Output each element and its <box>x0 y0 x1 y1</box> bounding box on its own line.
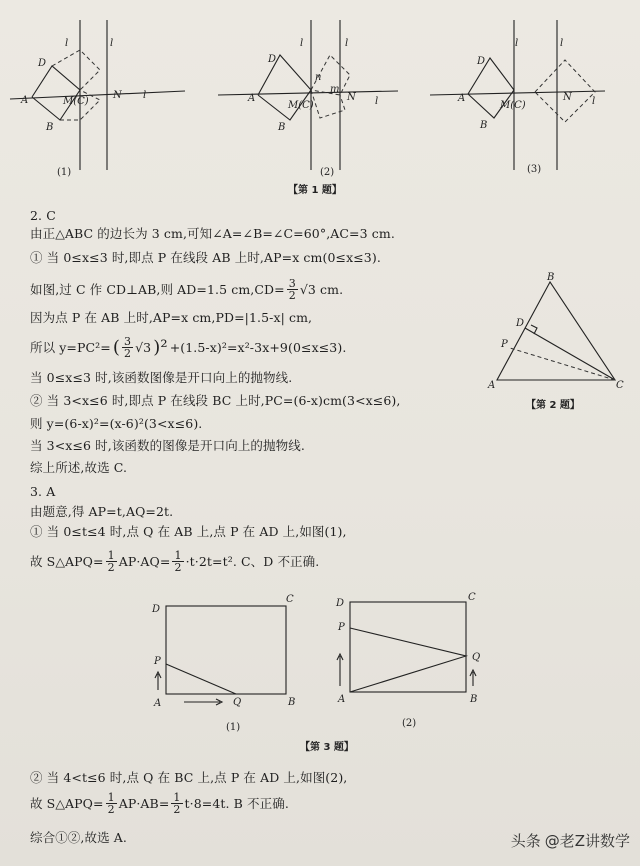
svg-text:M(C): M(C) <box>63 96 89 107</box>
svg-text:P: P <box>338 622 345 633</box>
figure-1 <box>0 0 640 200</box>
figure-3-sub-2 <box>335 592 480 729</box>
svg-text:D: D <box>516 318 525 329</box>
p2-line-5-text: 所以 y=PC²= <box>30 339 111 355</box>
svg-text:A: A <box>248 93 256 104</box>
p3-line-1: 由题意,得 AP=t,AQ=2t. <box>30 504 174 519</box>
svg-text:l: l <box>592 96 596 107</box>
svg-text:m: m <box>330 84 340 95</box>
watermark <box>511 830 630 851</box>
p2-line-6: 当 0≤x≤3 时,该函数图像是开口向上的抛物线. <box>30 370 293 385</box>
p3-line-5 <box>30 792 289 815</box>
p3-line-3 <box>30 550 319 573</box>
svg-text:B: B <box>547 272 555 283</box>
p2-fraction <box>287 278 298 301</box>
p2-line-3 <box>30 278 343 301</box>
figure-1-sub-1 <box>10 20 185 178</box>
p3-s1-tail: AP·AQ= <box>118 553 171 569</box>
svg-text:B: B <box>278 122 286 133</box>
svg-text:C: C <box>286 594 294 605</box>
svg-text:N: N <box>563 92 572 103</box>
p2-frac-den: 2 <box>288 289 296 302</box>
svg-text:A: A <box>488 380 496 391</box>
svg-text:A: A <box>458 93 466 104</box>
svg-text:P: P <box>154 656 161 667</box>
svg-text:C: C <box>616 380 624 391</box>
svg-text:C: C <box>468 592 476 603</box>
svg-text:D: D <box>336 598 345 609</box>
p3-s2-mid: t·8=4t. B 不正确. <box>184 795 289 811</box>
svg-text:A: A <box>338 694 346 705</box>
p3-half-1-den: 2 <box>107 561 115 574</box>
svg-text:Q: Q <box>233 697 242 708</box>
p2-sqrt3: √3 <box>135 339 152 355</box>
figure-3-title: 【第 3 题】 <box>300 742 354 753</box>
svg-text:l: l <box>345 38 349 49</box>
svg-text:M(C): M(C) <box>500 100 526 111</box>
p2-frac2-den: 2 <box>124 347 132 360</box>
svg-text:D: D <box>477 56 486 67</box>
svg-text:(2): (2) <box>320 167 335 178</box>
p2-line-1: 由正△ABC 的边长为 3 cm,可知∠A=∠B=∠C=60°,AC=3 cm. <box>30 226 395 241</box>
watermark-site: 头条 <box>510 832 541 850</box>
p3-line-5-text: 故 S△APQ= <box>30 795 104 811</box>
svg-text:(1): (1) <box>226 722 241 733</box>
svg-text:l: l <box>515 38 519 49</box>
svg-text:N: N <box>347 92 356 103</box>
p2-cd-value: √3 cm. <box>299 281 344 297</box>
svg-text:(2): (2) <box>402 718 417 729</box>
svg-text:l: l <box>300 38 304 49</box>
p2-paren-open: ( <box>112 336 120 358</box>
svg-text:l: l <box>375 96 379 107</box>
svg-text:P: P <box>501 339 508 350</box>
svg-text:B: B <box>46 122 54 133</box>
svg-text:B: B <box>288 697 296 708</box>
svg-text:l: l <box>560 38 564 49</box>
svg-text:B: B <box>470 694 478 705</box>
figure-1-sub-2 <box>218 20 398 178</box>
p3-half-3-den: 2 <box>107 803 115 816</box>
p3-half-4 <box>171 792 182 815</box>
watermark-handle: @老Z讲数学 <box>544 832 630 850</box>
p2-line-4: 因为点 P 在 AB 上时,AP=x cm,PD=|1.5-x| cm, <box>30 310 313 325</box>
p3-line-3-text: 故 S△APQ= <box>30 553 104 569</box>
svg-text:l: l <box>65 38 69 49</box>
svg-text:l: l <box>110 38 114 49</box>
figure-1-title: 【第 1 题】 <box>288 185 342 196</box>
p2-line-9: 当 3<x≤6 时,该函数的图像是开口向上的抛物线. <box>30 438 305 453</box>
p2-paren-close: )² <box>153 336 168 358</box>
p3-half-4-num: 1 <box>173 791 181 804</box>
p3-half-2 <box>172 550 183 573</box>
svg-text:A: A <box>154 698 162 709</box>
p3-line-4: ② 当 4<t≤6 时,点 Q 在 BC 上,点 P 在 AD 上,如图(2), <box>30 770 348 785</box>
p3-line-6: 综合①②,故选 A. <box>30 830 127 845</box>
p3-half-2-num: 1 <box>174 549 182 562</box>
figure-1-sub-3 <box>430 20 605 175</box>
p2-line-2: ① 当 0≤x≤3 时,即点 P 在线段 AB 上时,AP=x cm(0≤x≤3). <box>30 250 381 265</box>
p2-line-5 <box>30 336 346 359</box>
svg-text:D: D <box>38 58 47 69</box>
p2-frac2-num: 3 <box>124 335 132 348</box>
p3-half-1 <box>106 550 117 573</box>
p3-half-4-den: 2 <box>173 803 181 816</box>
svg-text:N: N <box>113 90 122 101</box>
p2-line-7: ② 当 3<x≤6 时,即点 P 在线段 BC 上时,PC=(6-x)cm(3<x≤6), <box>30 393 401 408</box>
svg-text:D: D <box>268 54 277 65</box>
p2-line-8: 则 y=(6-x)²=(x-6)²(3<x≤6). <box>30 416 203 431</box>
figure-2-title: 【第 2 题】 <box>526 400 580 411</box>
svg-text:B: B <box>480 120 488 131</box>
p2-frac-num: 3 <box>288 277 296 290</box>
svg-text:(1): (1) <box>57 167 72 178</box>
p3-half-3 <box>106 792 117 815</box>
p2-line-3-text: 如图,过 C 作 CD⊥AB,则 AD=1.5 cm,CD= <box>30 281 285 297</box>
p3-half-1-num: 1 <box>107 549 115 562</box>
p2-line-10: 综上所述,故选 C. <box>30 460 128 475</box>
svg-text:D: D <box>152 604 161 615</box>
svg-text:M(C): M(C) <box>288 100 314 111</box>
p3-s1-mid: ·t·2t=t². C、D 不正确. <box>185 553 320 569</box>
svg-text:Q: Q <box>472 652 481 663</box>
svg-text:n: n <box>315 72 322 83</box>
p3-line-2: ① 当 0≤t≤4 时,点 Q 在 AB 上,点 P 在 AD 上,如图(1), <box>30 524 347 539</box>
figure-2 <box>480 270 630 420</box>
p3-half-2-den: 2 <box>174 561 182 574</box>
figure-3-sub-1 <box>151 594 295 733</box>
p2-y-tail: +(1.5-x)²=x²-3x+9(0≤x≤3). <box>169 339 347 355</box>
figure-3 <box>140 590 500 760</box>
svg-text:l: l <box>143 90 147 101</box>
svg-text:(3): (3) <box>527 164 542 175</box>
p2-fraction-2 <box>122 336 133 359</box>
p3-head: 3. A <box>30 484 56 499</box>
svg-text:A: A <box>21 95 29 106</box>
p3-half-3-num: 1 <box>107 791 115 804</box>
p3-s2-tail: AP·AB= <box>118 795 170 811</box>
p2-head: 2. C <box>30 208 56 223</box>
